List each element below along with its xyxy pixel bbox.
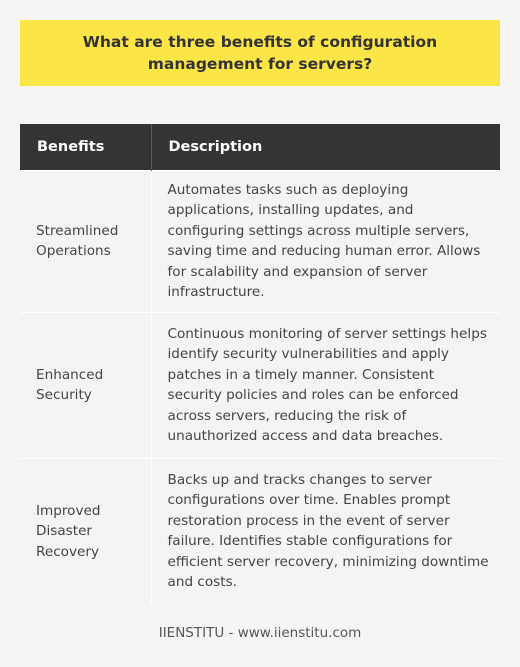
- header-benefits: Benefits: [37, 138, 105, 155]
- header-description: Description: [151, 124, 500, 170]
- description-cell: Backs up and tracks changes to server configurations over time. Enables prompt restoration process in the event of server failure. Identifies stable configurations for efficient server recovery, minimizing downtime and costs.: [151, 458, 500, 604]
- footer-credit: IIENSTITU - www.iienstitu.com: [158, 625, 362, 641]
- table-row: [20, 170, 500, 312]
- table-row: [20, 312, 500, 458]
- benefit-cell: Streamlined Operations: [20, 170, 151, 312]
- table-row: [20, 458, 500, 604]
- description-cell: Automates tasks such as deploying applications, installing updates, and configuring settings across multiple servers, saving time and reducing human error. Allows for scalability and expansion of server infrastructure.: [151, 170, 500, 312]
- benefits-table-container: [20, 124, 500, 604]
- benefit-cell: Improved Disaster Recovery: [20, 458, 151, 604]
- question-title: What are three benefits of configuration management for servers?: [82, 33, 438, 73]
- benefit-cell: Enhanced Security: [20, 312, 151, 458]
- benefits-table: [20, 124, 500, 604]
- description-cell: Continuous monitoring of server settings helps identify security vulnerabilities and apply patches in a timely manner. Consistent security policies and roles can be enforced across servers, reducing the risk of unauthorized access and data breaches.: [151, 312, 500, 458]
- table-header-row: [20, 124, 500, 170]
- question-banner: [20, 20, 500, 86]
